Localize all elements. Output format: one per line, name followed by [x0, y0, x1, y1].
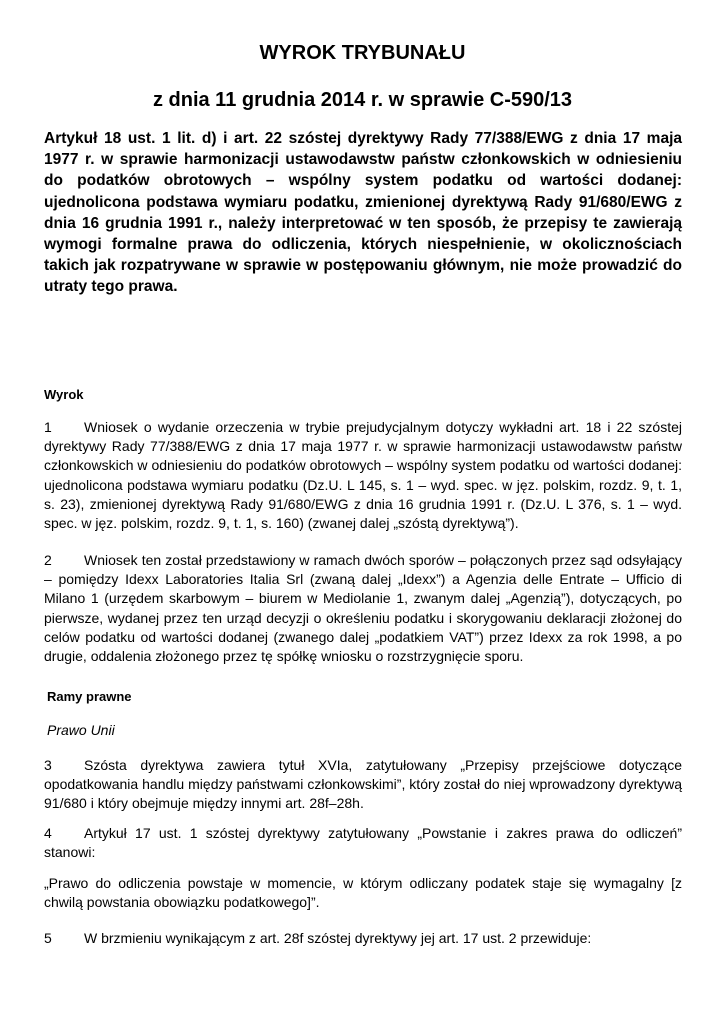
paragraph-text: Artykuł 17 ust. 1 szóstej dyrektywy zatytułowany „Powstanie i zakres prawa do odliczeń” stanowi:: [44, 825, 682, 861]
paragraph-1: [44, 418, 682, 533]
section-heading-wyrok: Wyrok: [44, 387, 84, 402]
judgment-summary: Artykuł 18 ust. 1 lit. d) i art. 22 szóstej dyrektywy Rady 77/388/EWG z dnia 17 maja 1977 r. w sprawie harmonizacji ustawodawstw państw członkowskich w odniesieniu do podatków obrotowych – wspólny system podatku od wartości dodanej: ujednolicona podstawa wymiaru podatku, zmienionej dyrektywą Rady 91/680/EWG z dnia 16 grudnia 1991 r., należy interpretować w ten sposób, że przepisy te zawierają wymogi formalne prawa do odliczenia, których niespełnienie, w okolicznościach takich jak rozpatrywane w sprawie w postępowaniu głównym, nie może prowadzić do utraty tego prawa.: [44, 130, 682, 296]
paragraph-4: [44, 824, 682, 862]
section-heading-ramy-prawne: Ramy prawne: [47, 689, 132, 704]
paragraph-number: 2: [44, 552, 52, 568]
paragraph-text: Szósta dyrektywa zawiera tytuł XVIa, zatytułowany „Przepisy przejściowe dotyczące opodatkowania handlu między państwami członkowskimi”, który został do niej wprowadzony dyrektywą 91/680 i który obejmuje między innymi art. 28f–28h.: [44, 757, 682, 812]
quotation: „Prawo do odliczenia powstaje w momencie, w którym odliczany podatek staje się wymagalny [z chwilą powstania obowiązku podatkowego]”.: [44, 875, 682, 911]
document-subtitle: z dnia 11 grudnia 2014 r. w sprawie C-590/13: [152, 89, 573, 111]
paragraph-3: [44, 756, 682, 814]
paragraph-text: Wniosek ten został przedstawiony w ramach dwóch sporów – połączonych przez sąd odsyłający – pomiędzy Idexx Laboratories Italia Srl (zwaną dalej „Idexx”) a Agenzia delle Entrate – Ufficio di Milano 1 (urzędem skarbowym – biurem w Mediolanie 1, zwanym dalej „Agenzią”), dotyczących, po pierwsze, wydanej przez ten urząd decyzji o określeniu podatku i skorygowaniu deklaracji złożonej do celów podatku od wartości dodanej (zwanego dalej „podatkiem VAT”) przez Idexx za rok 1998, a po drugie, oddalenia złożonego przez tę spółkę wniosku o rozstrzygnięcie sporu.: [44, 552, 682, 665]
paragraph-number: 4: [44, 825, 52, 841]
paragraph-number: 3: [44, 757, 52, 773]
paragraph-text: W brzmieniu wynikającym z art. 28f szóstej dyrektywy jej art. 17 ust. 2 przewiduje:: [84, 930, 592, 946]
paragraph-number: 5: [44, 930, 52, 946]
document-title: WYROK TRYBUNAŁU: [259, 42, 466, 64]
paragraph-2: [44, 551, 682, 666]
paragraph-text: Wniosek o wydanie orzeczenia w trybie prejudycjalnym dotyczy wykładni art. 18 i 22 szóstej dyrektywy Rady 77/388/EWG z dnia 17 maja 1977 r. w sprawie harmonizacji ustawodawstw państw członkowskich w odniesieniu do podatków obrotowych – wspólny system podatku od wartości dodanej: ujednolicona podstawa wymiaru podatku (Dz.U. L 145, s. 1 – wyd. spec. w jęz. polskim, rozdz. 9, t. 1, s. 23), zmienionej dyrektywą Rady 91/680/EWG z dnia 16 grudnia 1991 r. (Dz.U. L 376, s. 1 – wyd. spec. w jęz. polskim, rozdz. 9, t. 1, s. 160) (zwanej dalej „szóstą dyrektywą”).: [44, 419, 682, 532]
subsection-heading-prawo-unii: Prawo Unii: [47, 722, 115, 738]
paragraph-5: [44, 929, 682, 948]
paragraph-number: 1: [44, 419, 52, 435]
